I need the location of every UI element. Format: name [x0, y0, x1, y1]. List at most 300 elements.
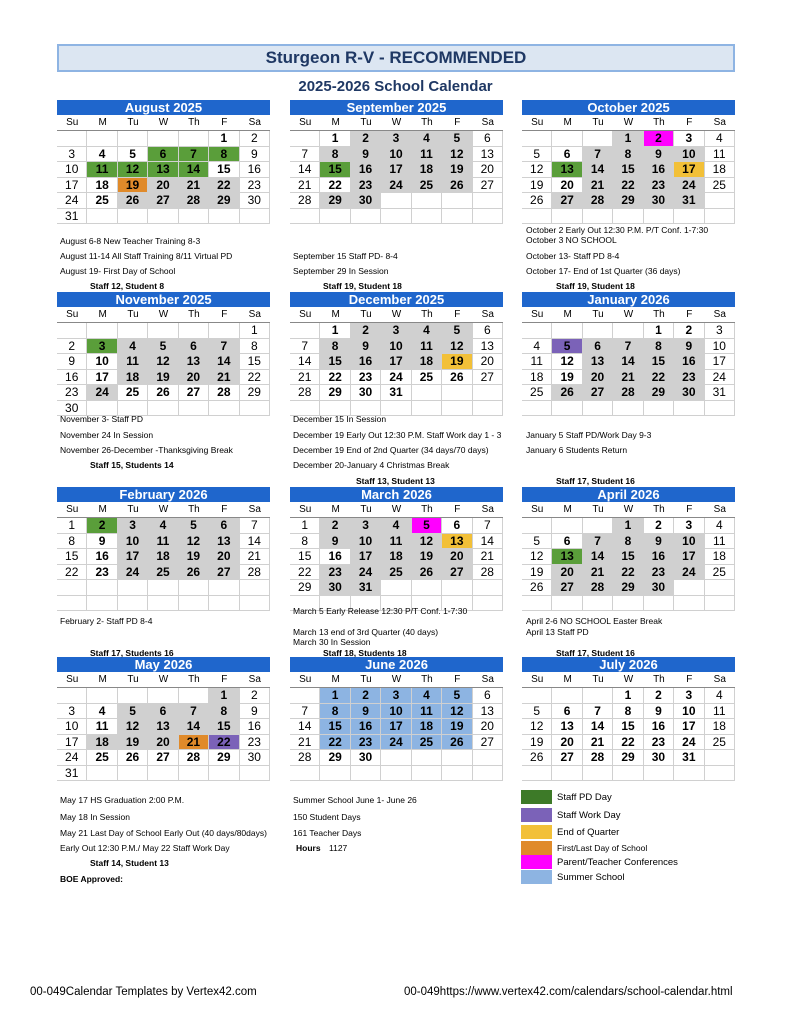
day-cell: [522, 766, 552, 782]
day-cell: 21: [290, 370, 320, 386]
day-cell: [442, 750, 472, 766]
staff-count: Staff 14, Student 13: [90, 858, 169, 868]
weekday-label: Tu: [583, 115, 613, 131]
note: December 19 Early Out 12:30 P.M. Staff Work day 1 - 3: [293, 430, 502, 440]
weekday-label: Th: [644, 502, 674, 518]
day-cell: [705, 401, 735, 417]
day-cell: 27: [552, 750, 582, 766]
day-cell: [240, 766, 270, 782]
day-cell: 23: [674, 370, 704, 386]
page-subtitle: 2025-2026 School Calendar: [298, 78, 493, 95]
day-cell: 5: [442, 323, 472, 339]
weekday-label: W: [148, 502, 178, 518]
month-title: January 2026: [522, 292, 735, 307]
day-cell: 1: [290, 518, 320, 534]
day-cell: 7: [290, 704, 320, 720]
note: April 13 Staff PD: [526, 627, 589, 637]
note: October 13- Staff PD 8-4: [526, 251, 620, 261]
day-cell: 9: [57, 354, 87, 370]
day-cell: 4: [412, 688, 442, 704]
day-cell: 8: [644, 339, 674, 355]
day-cell: 11: [118, 354, 148, 370]
day-cell: [209, 401, 239, 417]
day-cell: 9: [674, 339, 704, 355]
day-cell: 12: [442, 704, 472, 720]
day-cell: 30: [644, 580, 674, 596]
day-cell: 16: [351, 162, 381, 178]
day-cell: [442, 766, 472, 782]
day-cell: 28: [290, 385, 320, 401]
day-cell: [240, 401, 270, 417]
day-cell: 16: [644, 549, 674, 565]
day-cell: 11: [87, 719, 117, 735]
note: December 19 End of 2nd Quarter (34 days/70 days): [293, 445, 489, 455]
day-cell: 10: [381, 147, 411, 163]
day-cell: 18: [412, 719, 442, 735]
day-cell: [290, 766, 320, 782]
day-cell: 22: [209, 735, 239, 751]
day-cell: 9: [644, 534, 674, 550]
legend-label: End of Quarter: [557, 827, 620, 838]
day-cell: 22: [57, 565, 87, 581]
day-cell: 3: [381, 688, 411, 704]
day-cell: 5: [412, 518, 442, 534]
day-cell: [381, 766, 411, 782]
month-title: November 2025: [57, 292, 270, 307]
day-cell: [473, 385, 503, 401]
weekday-label: Sa: [473, 502, 503, 518]
weekday-label: Su: [57, 307, 87, 323]
weekday-label: W: [148, 672, 178, 688]
day-cell: 7: [290, 339, 320, 355]
day-cell: 17: [57, 178, 87, 194]
weekday-label: M: [320, 307, 350, 323]
day-cell: 31: [381, 385, 411, 401]
day-cell: 30: [240, 750, 270, 766]
weekday-label: Sa: [705, 502, 735, 518]
day-cell: 8: [209, 147, 239, 163]
day-cell: 2: [240, 688, 270, 704]
weekday-label: Su: [57, 502, 87, 518]
day-cell: 15: [57, 549, 87, 565]
day-cell: [705, 766, 735, 782]
day-cell: 21: [613, 370, 643, 386]
day-cell: 20: [473, 719, 503, 735]
note: March 13 end of 3rd Quarter (40 days): [293, 627, 439, 637]
day-cell: 16: [240, 719, 270, 735]
day-cell: 3: [57, 147, 87, 163]
day-cell: 21: [290, 735, 320, 751]
day-cell: 24: [87, 385, 117, 401]
day-cell: 24: [381, 370, 411, 386]
day-cell: 30: [57, 401, 87, 417]
day-cell: 19: [118, 178, 148, 194]
day-cell: 2: [57, 339, 87, 355]
day-cell: 16: [351, 354, 381, 370]
day-cell: [179, 131, 209, 147]
day-cell: 24: [674, 565, 704, 581]
day-cell: [118, 131, 148, 147]
weekday-label: M: [552, 502, 582, 518]
day-cell: 13: [473, 704, 503, 720]
month-calendar: [522, 292, 735, 416]
day-cell: [583, 766, 613, 782]
day-cell: [473, 209, 503, 225]
day-cell: 10: [674, 704, 704, 720]
weekday-label: Su: [290, 307, 320, 323]
day-cell: 10: [57, 162, 87, 178]
day-cell: 11: [412, 704, 442, 720]
day-cell: 10: [118, 534, 148, 550]
day-cell: 15: [320, 354, 350, 370]
day-cell: 16: [644, 719, 674, 735]
day-cell: 5: [522, 704, 552, 720]
weekday-label: Th: [412, 307, 442, 323]
note: November 26-December -Thanksgiving Break: [60, 445, 233, 455]
day-cell: 30: [644, 193, 674, 209]
day-cell: 12: [118, 719, 148, 735]
day-cell: 18: [118, 370, 148, 386]
day-cell: [473, 766, 503, 782]
day-cell: 14: [209, 354, 239, 370]
day-cell: 14: [583, 162, 613, 178]
note: November 3- Staff PD: [60, 414, 143, 424]
day-cell: 27: [148, 193, 178, 209]
day-cell: [552, 518, 582, 534]
day-cell: 1: [209, 131, 239, 147]
day-cell: 17: [674, 162, 704, 178]
note: May 17 HS Graduation 2:00 P.M.: [60, 795, 185, 805]
day-cell: 25: [522, 385, 552, 401]
weekday-label: Sa: [705, 307, 735, 323]
day-cell: 29: [209, 750, 239, 766]
day-cell: 24: [118, 565, 148, 581]
day-cell: [290, 131, 320, 147]
day-cell: 26: [118, 193, 148, 209]
day-cell: 23: [644, 178, 674, 194]
day-cell: [412, 385, 442, 401]
weekday-label: Tu: [583, 307, 613, 323]
month-calendar: [522, 487, 735, 611]
day-cell: 29: [644, 385, 674, 401]
day-cell: 17: [674, 719, 704, 735]
day-cell: [118, 596, 148, 612]
day-cell: [148, 209, 178, 225]
day-cell: 28: [583, 580, 613, 596]
day-cell: [179, 596, 209, 612]
day-cell: [522, 688, 552, 704]
day-cell: [118, 766, 148, 782]
note: Summer School June 1- June 26: [293, 795, 417, 805]
day-cell: 9: [644, 704, 674, 720]
day-cell: 8: [613, 534, 643, 550]
day-cell: 18: [148, 549, 178, 565]
note: 150 Student Days: [293, 812, 361, 822]
day-cell: 18: [705, 719, 735, 735]
day-cell: 14: [290, 162, 320, 178]
note: August 11-14 All Staff Training 8/11 Virtual PD: [60, 251, 233, 261]
day-cell: 19: [522, 565, 552, 581]
weekday-label: W: [381, 115, 411, 131]
hours-label: Hours: [296, 843, 321, 853]
weekday-label: Tu: [351, 672, 381, 688]
day-cell: 24: [674, 178, 704, 194]
day-cell: [674, 401, 704, 417]
day-cell: [209, 323, 239, 339]
day-cell: [473, 401, 503, 417]
month-title: February 2026: [57, 487, 270, 502]
day-cell: 24: [57, 750, 87, 766]
day-cell: 1: [320, 323, 350, 339]
day-cell: [87, 131, 117, 147]
day-cell: 18: [87, 178, 117, 194]
day-cell: 26: [118, 750, 148, 766]
month-calendar: [290, 292, 503, 416]
day-cell: 18: [381, 549, 411, 565]
day-cell: 22: [320, 178, 350, 194]
day-cell: 1: [613, 518, 643, 534]
day-cell: 28: [613, 385, 643, 401]
day-cell: 10: [87, 354, 117, 370]
day-cell: [290, 209, 320, 225]
weekday-label: W: [613, 672, 643, 688]
day-cell: 3: [674, 131, 704, 147]
day-cell: [705, 580, 735, 596]
weekday-label: Su: [57, 115, 87, 131]
legend-swatch: [521, 825, 552, 839]
day-cell: 8: [320, 339, 350, 355]
day-cell: 21: [473, 549, 503, 565]
day-cell: 1: [320, 688, 350, 704]
day-cell: 5: [442, 131, 472, 147]
day-cell: [381, 750, 411, 766]
day-cell: 17: [87, 370, 117, 386]
day-cell: 10: [351, 534, 381, 550]
day-cell: 4: [87, 147, 117, 163]
day-cell: 15: [320, 719, 350, 735]
day-cell: 13: [583, 354, 613, 370]
day-cell: [320, 766, 350, 782]
weekday-label: M: [552, 307, 582, 323]
day-cell: [583, 518, 613, 534]
weekday-label: F: [209, 115, 239, 131]
day-cell: [522, 323, 552, 339]
page-title: Sturgeon R-V - RECOMMENDED: [57, 44, 735, 72]
day-cell: 11: [705, 147, 735, 163]
day-cell: 12: [412, 534, 442, 550]
day-cell: 30: [644, 750, 674, 766]
day-cell: 22: [613, 178, 643, 194]
day-cell: 12: [552, 354, 582, 370]
day-cell: 12: [442, 147, 472, 163]
weekday-label: Sa: [473, 115, 503, 131]
day-cell: 21: [290, 178, 320, 194]
staff-count: Staff 17, Student 16: [556, 476, 635, 486]
day-cell: [381, 193, 411, 209]
day-cell: [613, 766, 643, 782]
weekday-label: M: [87, 502, 117, 518]
day-cell: [442, 209, 472, 225]
day-cell: [118, 580, 148, 596]
note: February 2- Staff PD 8-4: [60, 616, 153, 626]
day-cell: [351, 209, 381, 225]
day-cell: 8: [320, 704, 350, 720]
legend-label: Parent/Teacher Conferences: [557, 857, 678, 868]
weekday-label: Tu: [351, 115, 381, 131]
weekday-label: Su: [290, 672, 320, 688]
day-cell: 30: [351, 193, 381, 209]
day-cell: 4: [148, 518, 178, 534]
day-cell: 2: [320, 518, 350, 534]
day-cell: 2: [351, 688, 381, 704]
day-cell: 29: [613, 193, 643, 209]
day-cell: [290, 688, 320, 704]
day-cell: [583, 688, 613, 704]
weekday-label: Tu: [583, 502, 613, 518]
day-cell: 1: [240, 323, 270, 339]
weekday-label: F: [442, 307, 472, 323]
weekday-label: Tu: [118, 502, 148, 518]
day-cell: 9: [240, 704, 270, 720]
day-cell: 18: [705, 162, 735, 178]
staff-count: Staff 12, Student 8: [90, 281, 165, 291]
day-cell: 15: [613, 719, 643, 735]
day-cell: [705, 193, 735, 209]
staff-count: Staff 17, Student 16: [556, 648, 635, 658]
day-cell: 22: [240, 370, 270, 386]
weekday-label: M: [87, 672, 117, 688]
weekday-label: F: [674, 672, 704, 688]
day-cell: 28: [290, 750, 320, 766]
footer-left[interactable]: 00-049Calendar Templates by Vertex42.com: [30, 986, 257, 998]
day-cell: 22: [320, 370, 350, 386]
note: October 3 NO SCHOOL: [526, 235, 617, 245]
day-cell: 19: [522, 735, 552, 751]
day-cell: 10: [705, 339, 735, 355]
weekday-label: Th: [179, 672, 209, 688]
note: 161 Teacher Days: [293, 828, 362, 838]
day-cell: [522, 209, 552, 225]
day-cell: [412, 193, 442, 209]
day-cell: [320, 209, 350, 225]
day-cell: 14: [613, 354, 643, 370]
day-cell: 8: [240, 339, 270, 355]
weekday-label: Tu: [118, 307, 148, 323]
day-cell: [209, 766, 239, 782]
day-cell: 4: [705, 518, 735, 534]
day-cell: [179, 688, 209, 704]
day-cell: 20: [552, 565, 582, 581]
weekday-label: Su: [522, 672, 552, 688]
day-cell: [583, 131, 613, 147]
day-cell: 14: [583, 549, 613, 565]
note: March 30 In Session: [293, 637, 371, 647]
day-cell: [705, 209, 735, 225]
day-cell: 4: [118, 339, 148, 355]
day-cell: 1: [644, 323, 674, 339]
note: November 24 In Session: [60, 430, 154, 440]
day-cell: [240, 596, 270, 612]
day-cell: 7: [209, 339, 239, 355]
day-cell: 16: [87, 549, 117, 565]
day-cell: 4: [412, 131, 442, 147]
day-cell: 9: [240, 147, 270, 163]
day-cell: 6: [583, 339, 613, 355]
weekday-label: Th: [412, 502, 442, 518]
day-cell: 21: [583, 178, 613, 194]
day-cell: 21: [179, 735, 209, 751]
day-cell: 6: [552, 147, 582, 163]
day-cell: [148, 580, 178, 596]
day-cell: 11: [705, 534, 735, 550]
day-cell: [674, 580, 704, 596]
weekday-label: M: [87, 115, 117, 131]
day-cell: 26: [412, 565, 442, 581]
day-cell: 8: [290, 534, 320, 550]
day-cell: 11: [381, 534, 411, 550]
day-cell: 17: [381, 719, 411, 735]
day-cell: 28: [473, 565, 503, 581]
day-cell: [644, 209, 674, 225]
day-cell: [148, 401, 178, 417]
day-cell: 4: [381, 518, 411, 534]
note: January 5 Staff PD/Work Day 9-3: [526, 430, 652, 440]
legend-label: Staff PD Day: [557, 792, 612, 803]
day-cell: 30: [320, 580, 350, 596]
day-cell: [412, 580, 442, 596]
day-cell: [148, 596, 178, 612]
footer-right[interactable]: 00-049https://www.vertex42.com/calendars/school-calendar.html: [404, 986, 733, 998]
day-cell: 22: [613, 565, 643, 581]
month-title: April 2026: [522, 487, 735, 502]
month-title: March 2026: [290, 487, 503, 502]
day-cell: 26: [522, 580, 552, 596]
day-cell: 7: [179, 704, 209, 720]
day-cell: 24: [674, 735, 704, 751]
day-cell: 27: [473, 178, 503, 194]
day-cell: 5: [522, 534, 552, 550]
day-cell: [381, 580, 411, 596]
day-cell: [87, 596, 117, 612]
day-cell: [552, 401, 582, 417]
day-cell: 25: [412, 370, 442, 386]
month-calendar: [290, 657, 503, 781]
weekday-label: F: [674, 307, 704, 323]
day-cell: 25: [381, 565, 411, 581]
day-cell: 28: [179, 193, 209, 209]
day-cell: 15: [613, 549, 643, 565]
day-cell: 10: [674, 147, 704, 163]
day-cell: 15: [209, 162, 239, 178]
day-cell: [57, 131, 87, 147]
day-cell: [583, 209, 613, 225]
day-cell: 9: [351, 704, 381, 720]
day-cell: 23: [240, 735, 270, 751]
day-cell: 17: [351, 549, 381, 565]
month-calendar: [522, 100, 735, 224]
day-cell: 1: [57, 518, 87, 534]
day-cell: 11: [87, 162, 117, 178]
month-calendar: [290, 487, 503, 611]
day-cell: 15: [209, 719, 239, 735]
note: October 2 Early Out 12:30 P.M. P/T Conf. 1-7:30: [526, 225, 709, 235]
weekday-label: Tu: [583, 672, 613, 688]
weekday-label: Th: [179, 502, 209, 518]
weekday-label: F: [209, 307, 239, 323]
day-cell: 30: [674, 385, 704, 401]
day-cell: 19: [442, 719, 472, 735]
day-cell: 29: [613, 580, 643, 596]
